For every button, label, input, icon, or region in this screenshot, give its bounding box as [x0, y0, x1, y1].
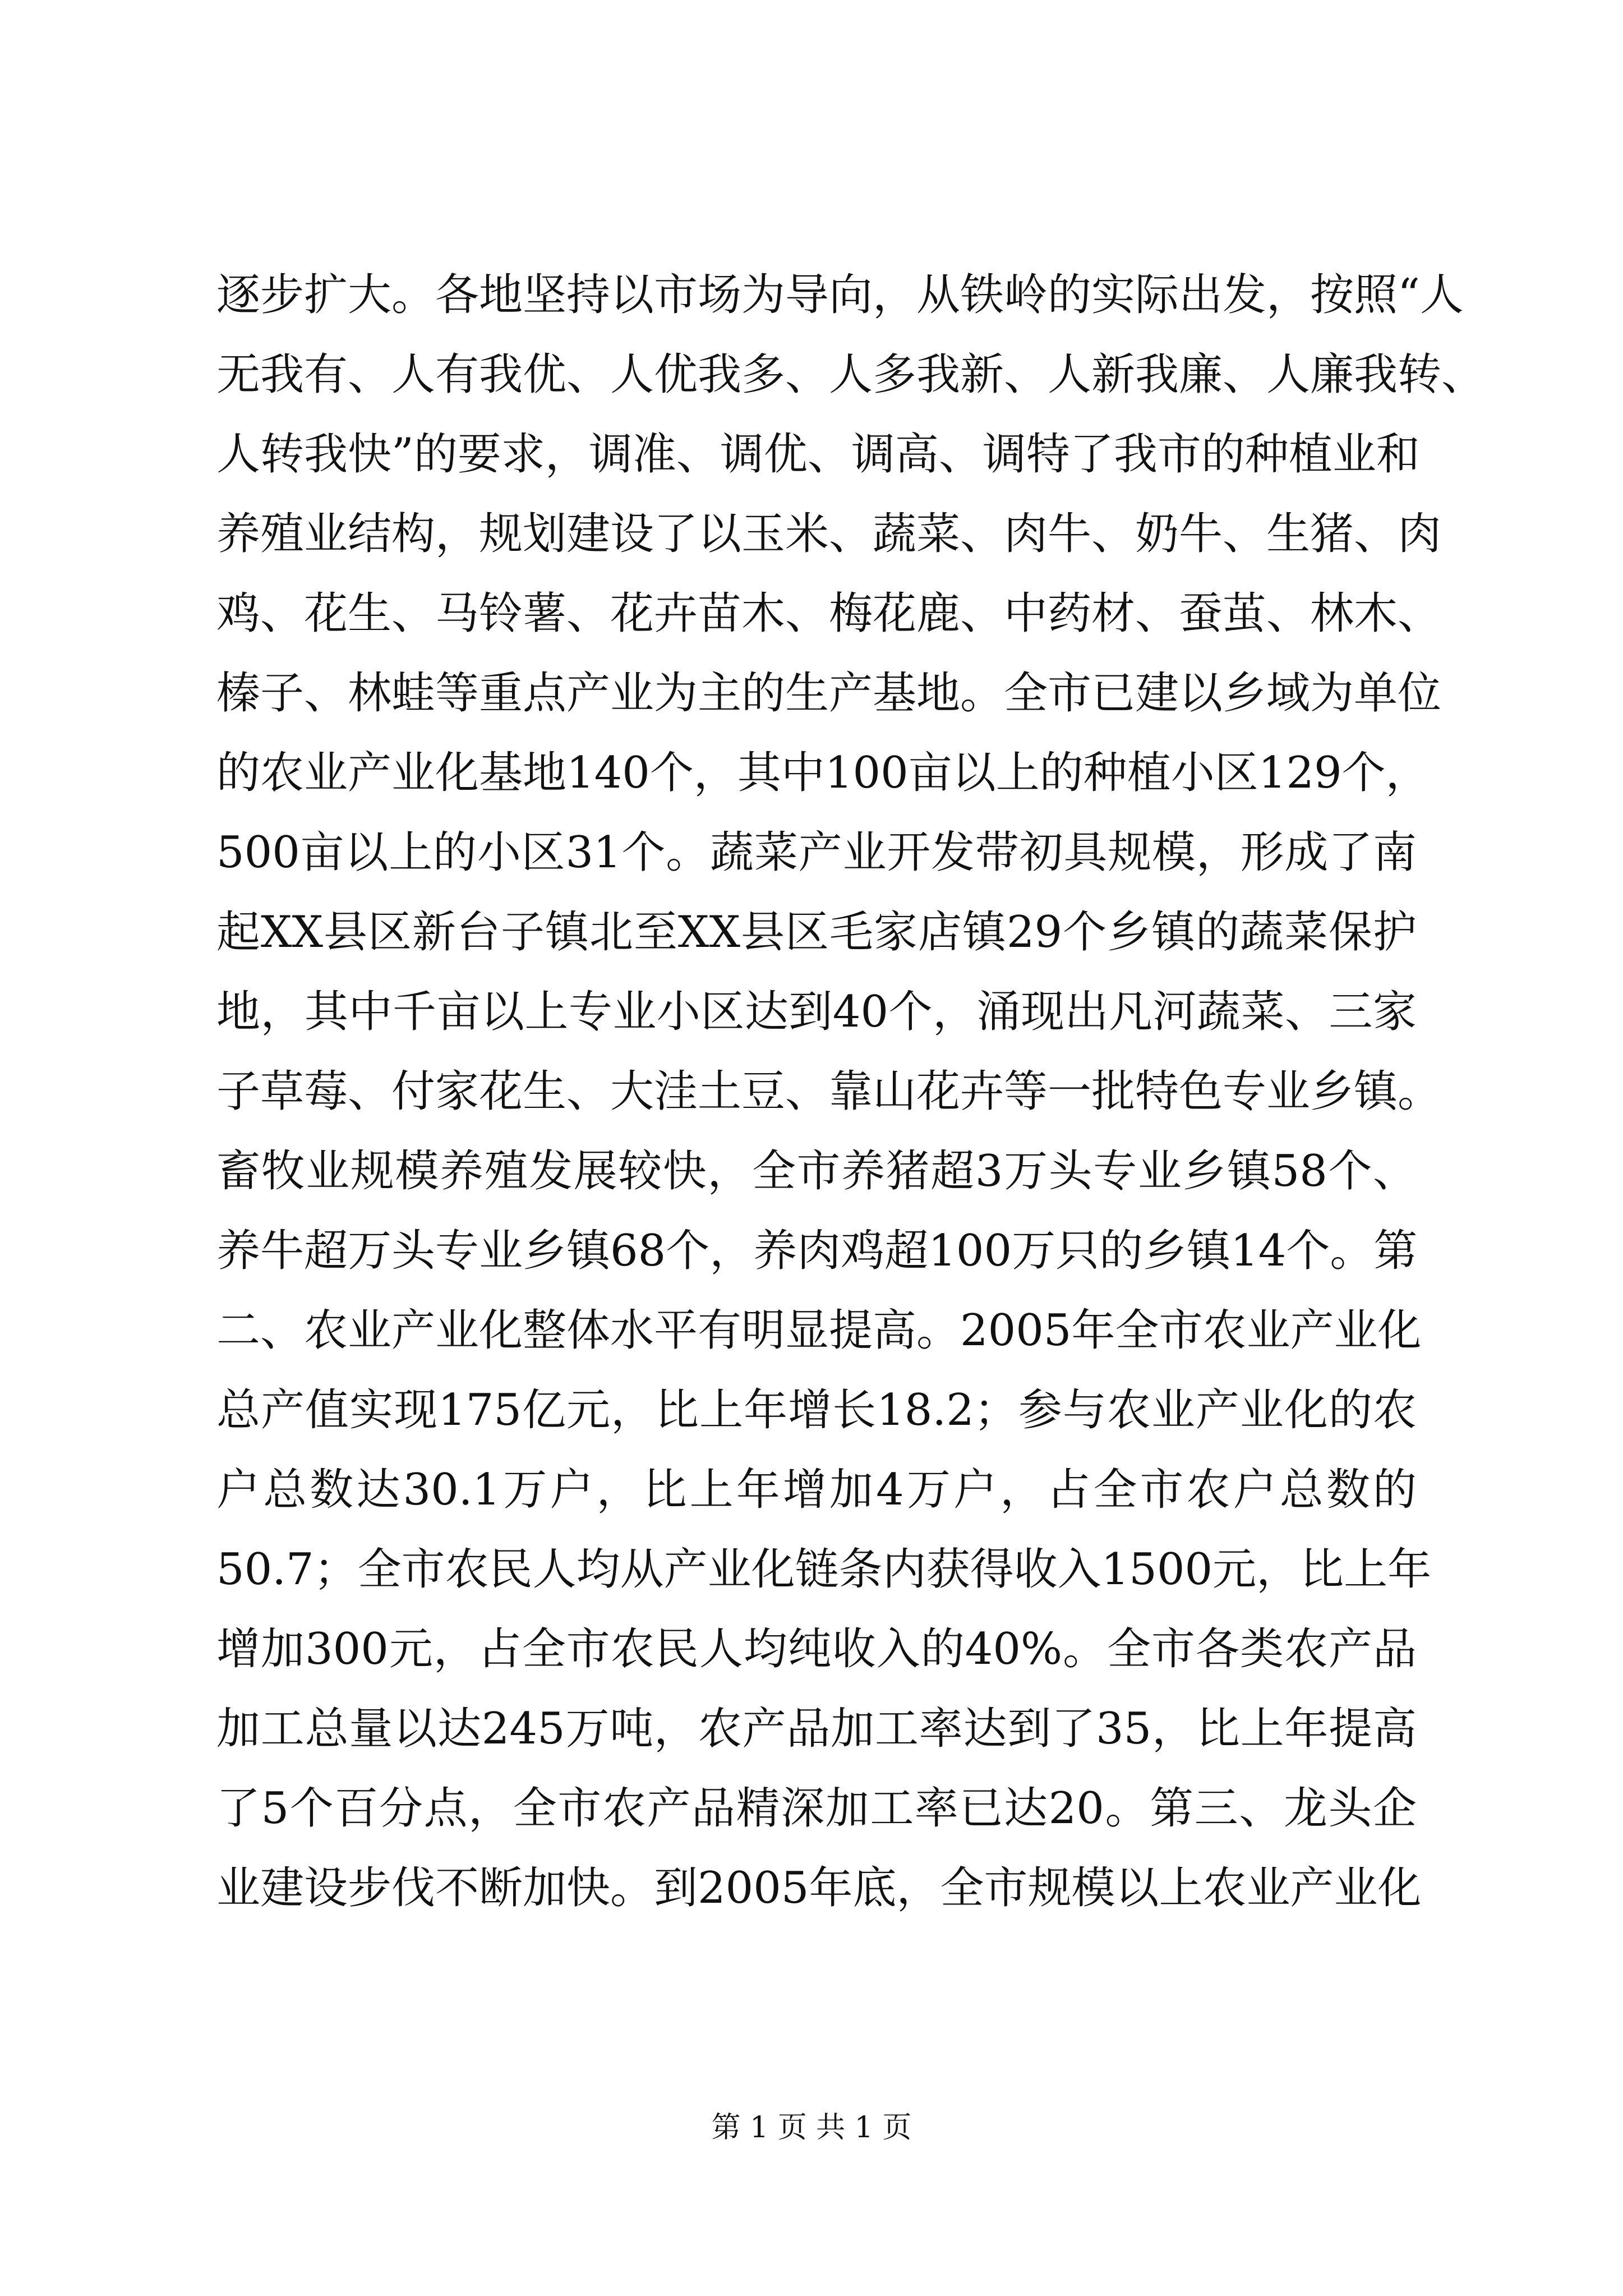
text-line-17: 50.7；全市农民人均从产业化链条内获得收入1500元，比上年	[216, 1544, 1432, 1595]
page-number-label: 第 1 页 共 1 页	[711, 2111, 912, 2145]
text-line-14: 二、农业产业化整体水平有明显提高。2005年全市农业产业化	[216, 1305, 1422, 1356]
text-line-3: 人转我快”的要求，调准、调优、调高、调特了我市的种植业和	[216, 429, 1420, 480]
text-line-7: 的农业产业化基地140个，其中100亩以上的种植小区129个，	[216, 748, 1430, 798]
text-line-18: 增加300元，占全市农民人均纯收入的40%。全市各类农产品	[216, 1624, 1417, 1674]
text-line-20: 了5个百分点，全市农产品精深加工率已达20。第三、龙头企	[216, 1783, 1417, 1834]
text-line-8: 500亩以上的小区31个。蔬菜产业开发带初具规模，形成了南	[216, 827, 1417, 878]
text-line-15: 总产值实现175亿元，比上年增长18.2；参与农业产业化的农	[216, 1385, 1417, 1435]
text-line-19: 加工总量以达245万吨，农产品加工率达到了35，比上年提高	[216, 1704, 1417, 1754]
text-line-11: 子草莓、付家花生、大洼土豆、靠山花卉等一批特色专业乡镇。	[216, 1066, 1442, 1117]
text-line-13: 养牛超万头专业乡镇68个，养肉鸡超100万只的乡镇14个。第	[216, 1226, 1418, 1276]
text-line-21: 业建设步伐不断加快。到2005年底，全市规模以上农业产业化	[216, 1863, 1422, 1913]
text-line-9: 起XX县区新台子镇北至XX县区毛家店镇29个乡镇的蔬菜保护	[216, 907, 1417, 958]
text-line-10: 地，其中千亩以上专业小区达到40个，涌现出凡河蔬菜、三家	[216, 987, 1417, 1037]
text-line-2: 无我有、人有我优、人优我多、人多我新、人新我廉、人廉我转、	[216, 349, 1486, 400]
text-line-4: 养殖业结构，规划建设了以玉米、蔬菜、肉牛、奶牛、生猪、肉	[216, 509, 1442, 559]
text-line-12: 畜牧业规模养殖发展较快，全市养猪超3万头专业乡镇58个、	[216, 1146, 1417, 1197]
body-text	[216, 255, 1486, 1928]
page-footer	[0, 2108, 1623, 2147]
text-line-6: 榛子、林蛙等重点产业为主的生产基地。全市已建以乡域为单位	[216, 668, 1442, 719]
text-line-5: 鸡、花生、马铃薯、花卉苗木、梅花鹿、中药材、蚕茧、林木、	[216, 588, 1442, 639]
text-line-16: 户总数达30.1万户，比上年增加4万户，占全市农户总数的	[216, 1465, 1417, 1515]
text-line-1: 逐步扩大。各地坚持以市场为导向，从铁岭的实际出发，按照“人	[216, 270, 1464, 320]
